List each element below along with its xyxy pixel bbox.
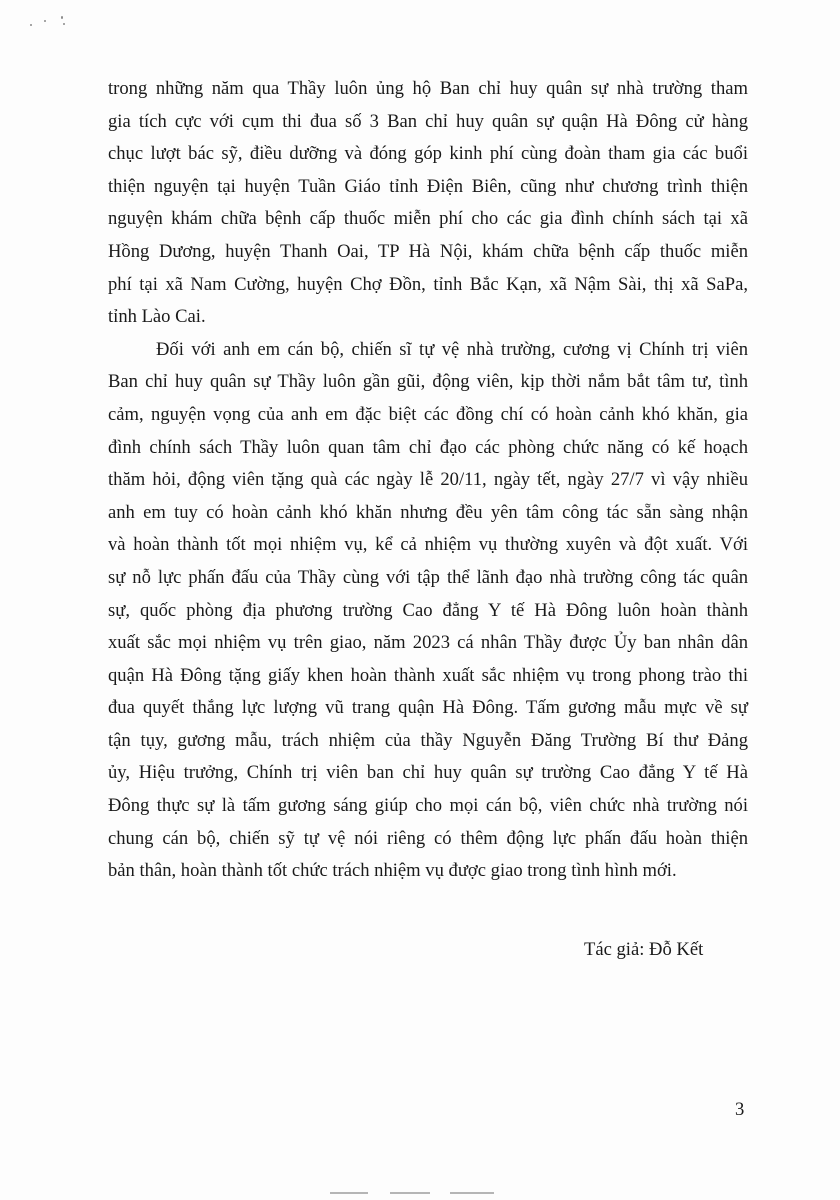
text-line: gia tích cực với cụm thi đua số 3 Ban chỉ huy quân sự quận Hà Đông cử hàng: [108, 110, 748, 132]
text-line: phí tại xã Nam Cường, huyện Chợ Đồn, tỉnh Bắc Kạn, xã Nậm Sài, thị xã SaPa,: [108, 273, 748, 295]
article-body: [108, 73, 748, 888]
text-line: xuất sắc mọi nhiệm vụ trên giao, năm 2023 cá nhân Thầy được Ủy ban nhân dân: [108, 632, 748, 654]
text-line: trong những năm qua Thầy luôn ủng hộ Ban chỉ huy quân sự nhà trường tham: [108, 78, 748, 99]
text-line: nguyện khám chữa bệnh cấp thuốc miễn phí cho các gia đình chính sách tại xã: [108, 208, 748, 230]
paragraph-2: [108, 334, 748, 888]
text-line: Đông thực sự là tấm gương sáng giúp cho mọi cán bộ, viên chức nhà trường nói: [108, 795, 748, 817]
text-line: Ban chỉ huy quân sự Thầy luôn gần gũi, động viên, kịp thời nắm bắt tâm tư, tình: [108, 371, 748, 393]
scan-edge-marks: [330, 1192, 500, 1196]
text-line: sự nỗ lực phấn đấu của Thầy cùng với tập thể lãnh đạo nhà trường công tác quân: [108, 566, 748, 588]
text-line: đình chính sách Thầy luôn quan tâm chỉ đạo các phòng chức năng có kế hoạch: [108, 436, 748, 458]
text-line: Đối với anh em cán bộ, chiến sĩ tự vệ nhà trường, cương vị Chính trị viên: [156, 338, 748, 360]
text-line: sự, quốc phòng địa phương trường Cao đẳng Y tế Hà Đông luôn hoàn thành: [108, 599, 748, 621]
text-line: quận Hà Đông tặng giấy khen hoàn thành xuất sắc nhiệm vụ trong phong trào thi: [108, 664, 748, 686]
text-line: chung cán bộ, chiến sỹ tự vệ nói riêng có thêm động lực phấn đấu hoàn thiện: [108, 827, 748, 849]
scan-artifact: [30, 14, 70, 34]
text-line: chục lượt bác sỹ, điều dưỡng và đóng góp kinh phí cùng đoàn tham gia các buổi: [108, 143, 748, 165]
page-number: 3: [735, 1099, 745, 1120]
text-line: đua quyết thắng lực lượng vũ trang quận Hà Đông. Tấm gương mẫu mực về sự: [108, 697, 748, 719]
text-line: cảm, nguyện vọng của anh em đặc biệt các đồng chí có hoàn cảnh khó khăn, gia: [108, 403, 748, 425]
text-line: Hồng Dương, huyện Thanh Oai, TP Hà Nội, khám chữa bệnh cấp thuốc miễn: [108, 240, 748, 262]
text-line: ủy, Hiệu trưởng, Chính trị viên ban chỉ huy quân sự trường Cao đẳng Y tế Hà: [108, 762, 748, 784]
text-line: thăm hỏi, động viên tặng quà các ngày lễ 20/11, ngày tết, ngày 27/7 vì vậy nhiều: [108, 469, 748, 491]
text-line: thiện nguyện tại huyện Tuần Giáo tỉnh Điện Biên, cũng như chương trình thiện: [108, 175, 748, 197]
paragraph-1: [108, 73, 748, 334]
text-line: tận tụy, gương mẫu, trách nhiệm của thầy Nguyễn Đăng Trường Bí thư Đảng: [108, 729, 748, 751]
text-line: và hoàn thành tốt mọi nhiệm vụ, kể cả nhiệm vụ thường xuyên và đột xuất. Với: [108, 534, 748, 556]
author-signature: Tác giả: Đỗ Kết: [584, 939, 704, 960]
text-line: tỉnh Lào Cai.: [108, 306, 206, 328]
text-line: anh em tuy có hoàn cảnh khó khăn nhưng đều yên tâm công tác sẵn sàng nhận: [108, 501, 748, 523]
text-line: bản thân, hoàn thành tốt chức trách nhiệm vụ được giao trong tình hình mới.: [108, 860, 677, 882]
